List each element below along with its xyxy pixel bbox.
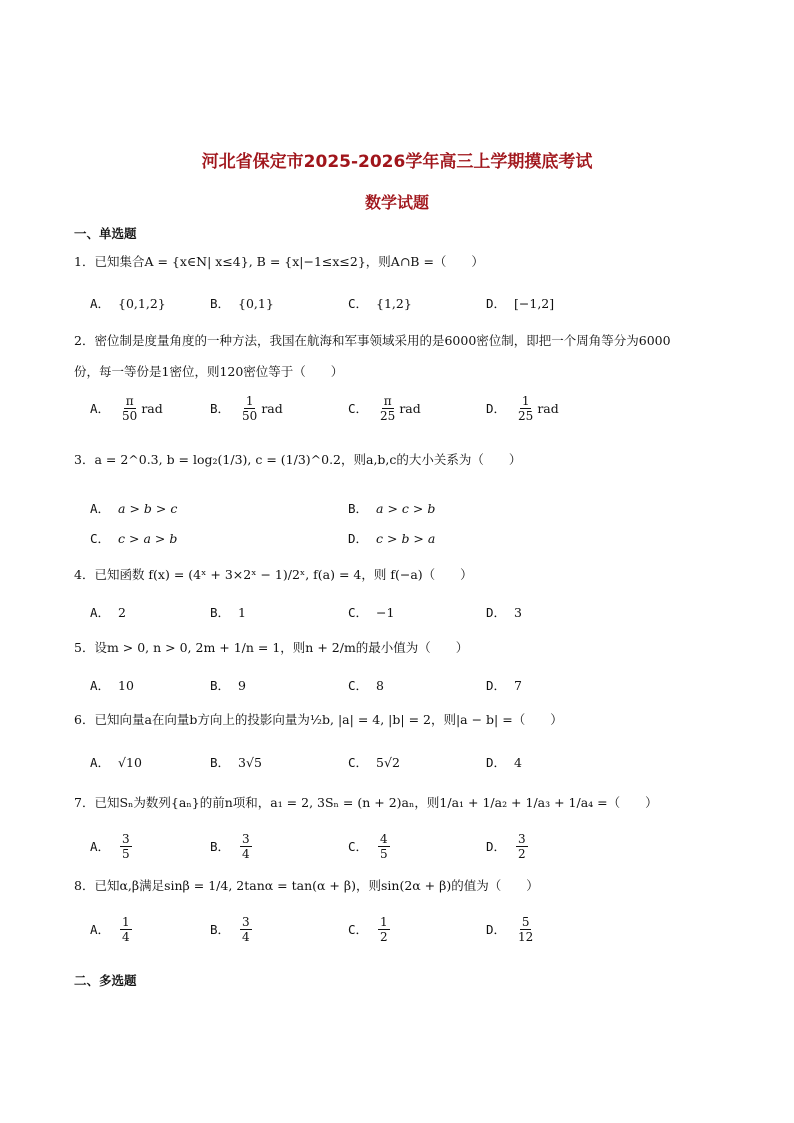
option-c: C． c > a > b bbox=[90, 530, 178, 546]
question-4-stem: 4．已知函数 f(x) = (4ˣ + 3×2ˣ − 1)/2ˣ, f(a) = 4，则 f(−a)（ ） bbox=[74, 567, 473, 582]
option-b: B． 9 bbox=[210, 677, 246, 693]
option-d: D． $\frac{3}{2}$ bbox=[486, 831, 526, 861]
section-heading-multiple-choice: 二、多选题 bbox=[74, 973, 137, 988]
option-a: A． √10 bbox=[90, 754, 142, 770]
option-a: A． $\frac{\pi}{50}$ rad bbox=[90, 393, 163, 423]
option-a: A． {0,1,2} bbox=[90, 295, 166, 311]
section-heading-single-choice: 一、单选题 bbox=[74, 226, 137, 241]
question-5-stem: 5．设m > 0, n > 0, 2m + 1/n = 1，则n + 2/m的最小值为（ ） bbox=[74, 640, 469, 655]
option-d: D． 7 bbox=[486, 677, 522, 693]
question-8-stem: 8．已知α,β满足sinβ = 1/4, 2tanα = tan(α + β)，则sin(2α + β)的值为（ ） bbox=[74, 878, 539, 893]
option-a: A． 10 bbox=[90, 677, 134, 693]
option-a: A． a > b > c bbox=[90, 500, 178, 516]
question-6-stem: 6．已知向量a在向量b方向上的投影向量为½b, |a| = 4, |b| = 2，则|a − b| =（ ） bbox=[74, 712, 563, 727]
question-2-line-1: 2．密位制是度量角度的一种方法，我国在航海和军事领域采用的是6000密位制，即把一个周角等分为6000 bbox=[74, 333, 671, 348]
option-a: A． $\frac{3}{5}$ bbox=[90, 831, 130, 861]
option-c: C． $\frac{\pi}{25}$ rad bbox=[348, 393, 421, 423]
option-b: B． a > c > b bbox=[348, 500, 436, 516]
option-b: B． 3√5 bbox=[210, 754, 262, 770]
question-3-options-row-2 bbox=[90, 518, 650, 558]
question-2-line-2: 份，每一等份是1密位，则120密位等于（ ） bbox=[74, 364, 344, 379]
question-1-options bbox=[90, 283, 650, 323]
option-d: D． 3 bbox=[486, 604, 522, 620]
option-a: A． $\frac{1}{4}$ bbox=[90, 914, 130, 944]
option-b: B． $\frac{3}{4}$ bbox=[210, 914, 250, 944]
option-a: A． 2 bbox=[90, 604, 126, 620]
option-c: C． $\frac{4}{5}$ bbox=[348, 831, 388, 861]
option-d: D． c > b > a bbox=[348, 530, 436, 546]
option-d: D． $\frac{5}{12}$ bbox=[486, 914, 534, 944]
option-d: D． $\frac{1}{25}$ rad bbox=[486, 393, 559, 423]
option-c: C． {1,2} bbox=[348, 295, 412, 311]
option-c: C． $\frac{1}{2}$ bbox=[348, 914, 388, 944]
option-b: B． $\frac{3}{4}$ bbox=[210, 831, 250, 861]
option-c: C． 8 bbox=[348, 677, 384, 693]
question-7-options bbox=[90, 826, 650, 866]
exam-title: 河北省保定市2025-2026学年高三上学期摸底考试 bbox=[201, 152, 593, 172]
option-b: B． $\frac{1}{50}$ rad bbox=[210, 393, 283, 423]
option-d: D． 4 bbox=[486, 754, 522, 770]
option-c: C． −1 bbox=[348, 604, 395, 620]
question-6-options bbox=[90, 742, 650, 782]
exam-subtitle: 数学试题 bbox=[364, 193, 429, 212]
option-b: B． {0,1} bbox=[210, 295, 274, 311]
question-1-stem: 1．已知集合A = {x∈N| x≤4}, B = {x|−1≤x≤2}，则A∩B =（ ） bbox=[74, 254, 484, 269]
question-4-options bbox=[90, 592, 650, 632]
question-2-options bbox=[90, 388, 650, 428]
option-b: B． 1 bbox=[210, 604, 246, 620]
question-5-options bbox=[90, 665, 650, 705]
question-8-options bbox=[90, 909, 650, 949]
option-d: D． [−1,2] bbox=[486, 295, 555, 311]
question-7-stem: 7．已知Sₙ为数列{aₙ}的前n项和，a₁ = 2, 3Sₙ = (n + 2)aₙ，则1/a₁ + 1/a₂ + 1/a₃ + 1/a₄ =（ ） bbox=[74, 795, 658, 810]
option-c: C． 5√2 bbox=[348, 754, 400, 770]
question-3-stem: 3．a = 2^0.3, b = log₂(1/3), c = (1/3)^0.2，则a,b,c的大小关系为（ ） bbox=[74, 452, 522, 467]
